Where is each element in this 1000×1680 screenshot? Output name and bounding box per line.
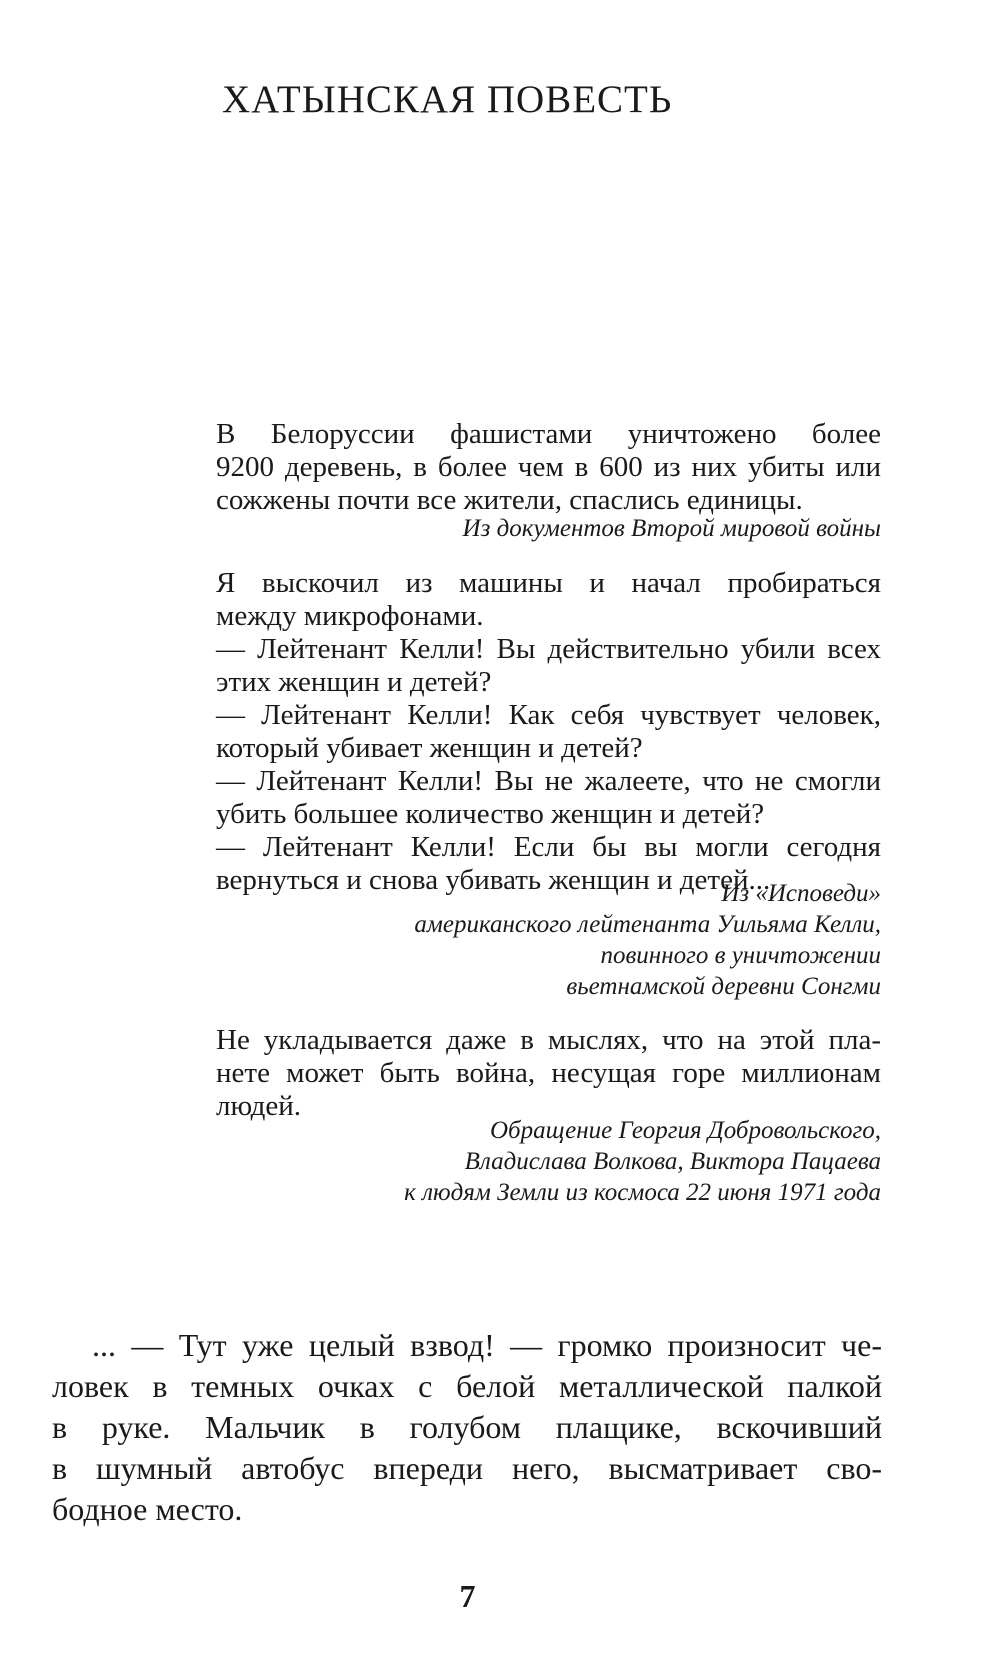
body-line: в шумный автобус впереди него, высматривает сво- [52, 1450, 882, 1486]
epigraph-2-line: Я выскочил из машины и начал пробираться [216, 567, 881, 599]
epigraph-1-line: 9200 деревень, в более чем в 600 из них убиты или [216, 451, 881, 483]
epigraph-2-line: — Лейтенант Келли! Если бы вы могли сегодня [216, 831, 881, 863]
epigraph-3-attribution-line: Обращение Георгия Добровольского, [489, 1117, 881, 1144]
chapter-title: ХАТЫНСКАЯ ПОВЕСТЬ [222, 78, 673, 121]
epigraph-1-line: сожжены почти все жители, спаслись единицы. [216, 484, 803, 516]
body-line: ... — Тут уже целый взвод! — громко произносит че- [92, 1327, 882, 1363]
epigraph-3-line: Не укладывается даже в мыслях, что на этой пла- [216, 1024, 881, 1056]
epigraph-2-text [216, 567, 881, 897]
epigraph-1-text [216, 418, 881, 517]
epigraph-3-text [216, 1024, 881, 1123]
epigraph-2-line: — Лейтенант Келли! Вы действительно убили всех [216, 633, 881, 665]
epigraph-3-line: людей. [216, 1090, 302, 1122]
epigraph-2-attribution-line: американского лейтенанта Уильяма Келли, [414, 911, 881, 938]
epigraph-2-attribution-line: Из «Исповеди» [721, 880, 881, 907]
epigraph-2-line: вернуться и снова убивать женщин и детей... [216, 864, 771, 896]
epigraph-2-line: убить большее количество женщин и детей? [216, 798, 765, 830]
epigraph-2-line: — Лейтенант Келли! Как себя чувствует человек, [216, 699, 881, 731]
body-line: в руке. Мальчик в голубом плащике, вскочивший [52, 1409, 882, 1445]
epigraph-2-attribution-line: повинного в уничтожении [600, 942, 881, 969]
epigraph-1-line: В Белоруссии фашистами уничтожено более [216, 418, 881, 450]
epigraph-1-attribution [463, 513, 881, 544]
body-line: бодное место. [52, 1491, 243, 1527]
page-number: 7 [459, 1578, 476, 1614]
epigraph-2-line: этих женщин и детей? [216, 666, 492, 698]
epigraph-2-line: — Лейтенант Келли! Вы не жалеете, что не смогли [216, 765, 881, 797]
epigraph-2-line: который убивает женщин и детей? [216, 732, 643, 764]
epigraph-2-attribution [414, 878, 881, 1002]
epigraph-3-attribution [404, 1115, 881, 1208]
body-paragraph [52, 1325, 882, 1530]
body-line: ловек в темных очках с белой металлической палкой [52, 1368, 882, 1404]
epigraph-2-line: между микрофонами. [216, 600, 484, 632]
epigraph-3-attribution-line: Владислава Волкова, Виктора Пацаева [464, 1148, 881, 1175]
epigraph-2-attribution-line: вьетнамской деревни Сонгми [566, 973, 881, 1000]
epigraph-1-attribution-line: Из документов Второй мировой войны [462, 515, 881, 542]
epigraph-3-attribution-line: к людям Земли из космоса 22 июня 1971 года [404, 1179, 881, 1206]
epigraph-3-line: нете может быть война, несущая горе миллионам [216, 1057, 881, 1089]
